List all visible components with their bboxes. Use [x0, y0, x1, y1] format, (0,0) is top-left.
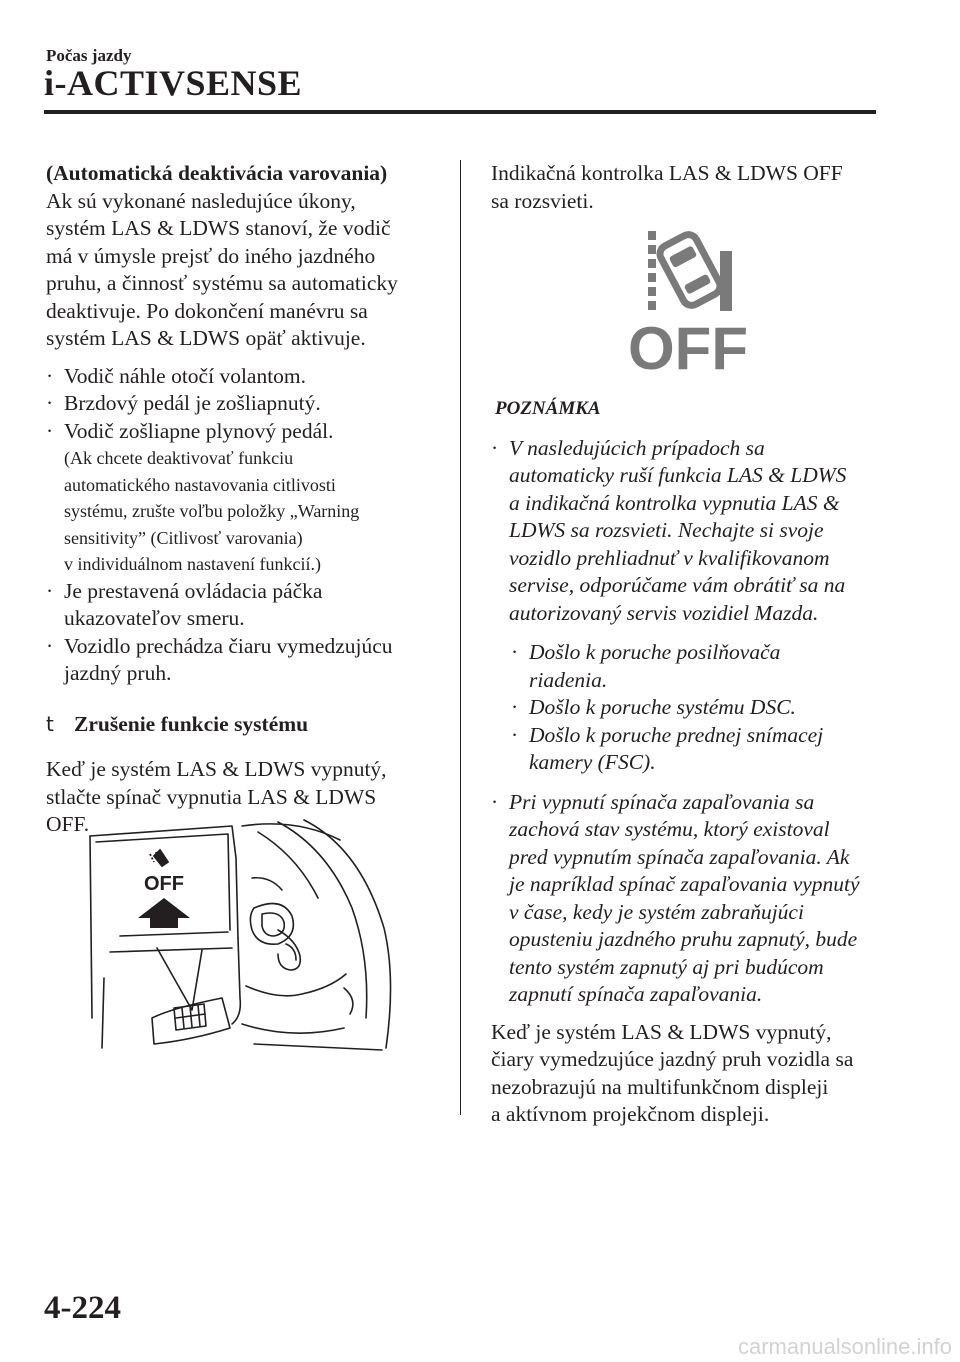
section-marker-icon: t	[46, 711, 54, 736]
page-number: 4-224	[44, 1290, 121, 1326]
header-section: Počas jazdy	[46, 46, 132, 65]
bullet-dot: ·	[491, 435, 499, 460]
bullet-dot: ·	[511, 695, 519, 719]
section-body: Keď je systém LAS & LDWS vypnutý, stlačte spínač vypnutia LAS & LDWS OFF.	[46, 757, 387, 836]
watermark: carmanualsonline.info	[737, 1334, 952, 1359]
intro-paragraph	[46, 188, 446, 353]
intro-line: má v úmysle prejsť do iného jazdného	[46, 243, 376, 268]
intro-line: Ak sú vykonané nasledujúce úkony,	[46, 188, 356, 213]
list-item: · Vozidlo prechádza čiaru vymedzujúcu jazdný pruh.	[46, 633, 393, 685]
intro-line: deaktivuje. Po dokončení manévru sa	[46, 298, 368, 323]
note-title: POZNÁMKA	[495, 398, 601, 419]
indicator-intro: Indikačná kontrolka LAS & LDWS OFF sa rozsvieti.	[491, 161, 843, 213]
list-item: · Došlo k poruche systému DSC.	[511, 694, 881, 722]
switch-illustration	[82, 818, 397, 1063]
note-bullet: · Pri vypnutí spínača zapaľovania sa zachová stav systému, ktorý existoval pred vypnutím spínača zapaľovania. Ak je napríklad spínač zapaľovania vypnutý v čase, kedy je systém zabraňujúci opusteniu jazdného pruhu zapnutý, bude tento systém zapnutý aj pri budúcom zapnutí spínača zapaľovania.	[491, 789, 860, 1006]
header-chapter: i-ACTIVSENSE	[44, 63, 303, 103]
bullet-dot: ·	[511, 640, 519, 664]
note-bullet: · V nasledujúcich prípadoch sa automaticky ruší funkcia LAS & LDWS a indikačná kontrolka vypnutia LAS & LDWS sa rozsvieti. Nechajte si svoje vozidlo prehliadnuť v kvalifikovanom servise, odporúčame vám obrátiť sa na autorizovaný servis vozidiel Mazda.	[491, 435, 847, 625]
column-divider	[460, 160, 461, 1115]
sub-bullet-list	[491, 639, 881, 777]
bullet-dot: ·	[46, 418, 54, 443]
bullet-dot: ·	[46, 391, 54, 415]
list-item: · Došlo k poruche prednej snímacej kamery (FSC).	[511, 722, 824, 774]
list-item: · Vodič zošliapne plynový pedál. (Ak chcete deaktivovať funkciu automatického nastavovania citlivosti systému, zrušte voľbu položky „Warning sensitivity” (Citlivosť varovania) v individuálnom nastavení funkcií.)	[46, 418, 446, 578]
header-rule	[44, 110, 876, 114]
list-item: · Došlo k poruche posilňovača riadenia.	[511, 640, 781, 692]
bullet-dot: ·	[46, 578, 54, 603]
section-title: t Zrušenie funkcie systému	[46, 711, 446, 739]
subheading: (Automatická deaktivácia varovania)	[46, 161, 388, 185]
bullet-dot: ·	[491, 789, 499, 814]
left-column	[46, 160, 446, 839]
bullet-dot: ·	[46, 363, 54, 388]
closing-paragraph: Keď je systém LAS & LDWS vypnutý, čiary vymedzujúce jazdný pruh vozidla sa nezobrazujú na multifunkčnom displeji a aktívnom projekčnom displeji.	[491, 1019, 854, 1126]
bullet-note: (Ak chcete deaktivovať funkciu automatického nastavovania citlivosti systému, zrušte voľbu položky „Warning sensitivity” (Citlivosť varovania) v individuálnom nastavení funkcií.)	[64, 448, 360, 574]
bullet-dot: ·	[511, 722, 519, 747]
intro-line: pruhu, a činnosť systému sa automaticky	[46, 271, 398, 295]
las-ldws-off-indicator-icon	[624, 225, 752, 373]
intro-line: systém LAS & LDWS opäť aktivuje.	[46, 326, 366, 350]
intro-line: systém LAS & LDWS stanoví, že vodič	[46, 216, 391, 240]
list-item: · Vodič náhle otočí volantom.	[46, 363, 446, 391]
list-item: · Je prestavená ovládacia páčka ukazovateľov smeru.	[46, 578, 323, 630]
bullet-list	[46, 363, 446, 688]
bullet-dot: ·	[46, 633, 54, 658]
list-item: · Brzdový pedál je zošliapnutý.	[46, 390, 446, 418]
indicator-off-label: OFF	[628, 315, 748, 373]
switch-off-label: OFF	[144, 873, 184, 895]
